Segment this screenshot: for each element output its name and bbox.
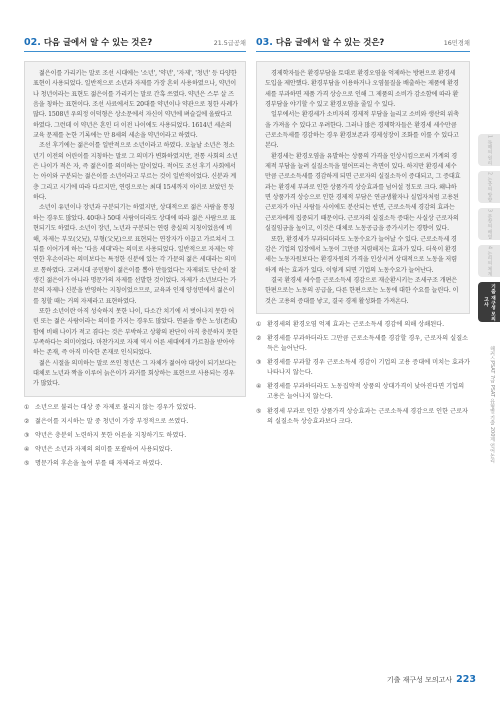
chapter-tab-4[interactable]: 4 논리의 체계 (478, 245, 500, 277)
question-3 (256, 36, 470, 431)
passage-box (256, 61, 470, 314)
page-number: 223 (456, 674, 476, 685)
question-2 (24, 36, 246, 473)
footer-label: 기출 재구성 모의고사 (386, 676, 453, 684)
question-title: 다음 글에서 알 수 있는 것은? (43, 37, 153, 47)
question-2-header (24, 36, 246, 52)
passage-paragraph: 또한, 환경세가 부과되더라도 노동수요가 늘어날 수 있다. 근로소득세 경감은 기업의 입장에서 노동이 그만큼 저렴해지는 효과가 있다. 더욱이 환경세는 노동자원보다는 환경자원의 가격을 인상시켜 상대적으로 노동을 저렴하게 하는 효과가 있다. 이렇게 되면 기업의 노동수요가 늘어난다. (265, 235, 457, 274)
question-title: 다음 글에서 알 수 있는 것은? (275, 37, 385, 47)
chapter-tab-mock-exam[interactable]: 기출 재구성 모의고사 (478, 282, 500, 322)
passage-paragraph: 소년이 유년이나 장년과 구분되기는 하였지만, 상대적으로 젊은 사람을 통칭하는 경우도 많았다. 40대나 50대 사람이더라도 상대에 따라 젊은 사람으로 표현되기도 하였다. 소년이 장년, 노년과 구분되는 연령 충실의 지칭이었음에 비해, 자제는 부모(父兄), 부형(父兄)으로 표현되는 연장자가 이끌고 가르쳐서 그 뒤를 이어가게 하는 '다음 세대'라는 의미로 사용되었다. 일반적으로 자제는 약연한 후손이라는 의미보다는 특정한 신분에 있는 각 가문의 젊은 세대라는 의미로 통하였다. 고려시대 공민왕이 젊은이를 뽑아 만들었다는 자제위도 단순히 잘생긴 젊은이가 아니라 명문가의 자제를 선발한 것이었다. 자제가 소년보다는 가문의 자제나 신분을 반영하는 지칭이었으므로, 교육과 인재 양성면에서 젊은이를 칭할 때는 거의 자제라고 표현하였다. (33, 204, 237, 305)
answer-option[interactable]: ① 소년으로 불리는 대상 중 자제로 불리지 않는 경우가 있었다. (24, 403, 197, 411)
answer-option[interactable]: ④ 약년은 소년과 자제의 의미를 포괄하여 사용되었다. (24, 445, 173, 453)
chapter-tab-3[interactable]: 3 문장의 배열 (478, 208, 500, 240)
answer-options (24, 403, 246, 469)
passage-paragraph: 결국 환경세 세수를 근로소득세 경감으로 재순환시키는 조세구조 개편은 한편으로는 노동의 공급을, 다른 한편으로는 노동에 대한 수요를 늘린다. 이것은 고용의 증대를 낳고, 결국 경제 활성화를 가져온다. (265, 276, 459, 305)
exam-source: 16민경채 (443, 40, 470, 47)
exam-source: 21.5급공채 (213, 40, 246, 47)
answer-option[interactable]: ③ 약년은 충분히 노련하지 못한 어른을 지칭하기도 하였다. (24, 431, 187, 439)
question-number: 02. (24, 37, 41, 48)
answer-option[interactable]: ④ 환경세를 부과하더라도 노동집약적 상품의 상대가격이 낮아진다면 기업의 고용은 늘어나지 않는다. (256, 383, 465, 401)
chapter-tab-1[interactable]: 1 독해의 원리 (478, 134, 500, 166)
question-number: 03. (256, 37, 273, 48)
answer-option[interactable]: ⑤ 환경세 부과로 인한 상품가격 상승효과는 근로소득세 경감으로 인한 근로자의 실질소득 상승효과보다 크다. (256, 407, 469, 425)
question-3-header (256, 36, 470, 52)
passage-paragraph: 또한 소년이란 아직 성숙하지 못한 나이, 다소간 치기에 서 벗어나지 못한 어린 또는 젊은 사람이라는 의미를 가지는 경우도 많았다. 연륜을 쌓은 노성(老成)함에 비해 나이가 적고 겸다는 것은 부박하고 상황의 판단이 아직 충분하지 못한 부족하다는 의미이었다. 마찬가지로 자제 역시 어른 세대에게 가르침을 받아야 하는 존재, 즉 아직 미숙한 존재로 인식되었다. (33, 307, 238, 357)
page-footer (387, 674, 476, 685)
book-series-title: 해커스PSAT 7급 PSAT 유형별 기출 200제 언어논리 (489, 346, 495, 463)
answer-option[interactable]: ② 환경세를 부과하더라도 그만큼 근로소득세를 경감할 경우, 근로자의 실질소득은 늘어난다. (256, 335, 469, 353)
answer-option[interactable]: ⑤ 명문가의 후손을 높여 부를 때 자제라고 하였다. (24, 460, 163, 468)
passage-paragraph: 젊은 시절을 의미하는 말로 쓰인 청년은 그 자체가 젊어야 대상이 되기보다는 대체로 노년과 짝을 이루어 늙은이가 과거를 회상하는 표현으로 사용되는 경우가 많았다. (33, 359, 237, 388)
passage-paragraph: 경제학자들은 환경부담을 토대로 환경오염을 억제하는 방편으로 환경세 도입을 제안했다. 환경부담을 이용하거나 오염물질을 배출하는 제품에 환경세를 부과하면 제품 가격 상승으로 인해 그 제품의 소비가 감소함에 따라 환경부담을 야기할 수 있고 환경오염을 줄일 수 있다. (265, 70, 459, 109)
passage-paragraph: 조선 후기에는 젊은이를 일반적으로 소년이라고 하였다. 오늘날 소년은 청소년기 이전의 어린이를 지칭하는 말로 그 의미가 변화하였지만, 전통 사회의 소년은 나이가 적은 자, 즉 젊은이를 의미하는 말이었다. 적어도 조선 후기 사회에서는 아이와 구분되는 젊은이를 소년이라고 부르는 것이 일반적이었다. 신분과 계층 그리고 시기에 따라 다르지만, 연령으로는 최대 15세까지 아이로 보았던 듯하다. (33, 142, 238, 202)
chapter-tab-2[interactable]: 2 논증의 방향 (478, 171, 500, 203)
answer-options (256, 320, 470, 427)
passage-paragraph: 젊은이를 가리키는 말로 조선 시대에는 '소년', '약년', '자제', '청년' 등 다양한 표현이 사용되었다. 일반적으로 소년과 자제를 가장 흔히 사용하였으나, 약년이나 청년이라는 표현도 젊은이를 가리키는 말로 간혹 쓰였다. 약년은 스무 살 즈음을 칭하는 표현이다. 조선 사료에서도 20대를 약년이나 약관으로 칭한 사례가 많다. 1508년 우의정 이덕형은 상소문에서 자신이 약년에 벼슬길에 올랐다고 하였다. 그런데 이 약년은 혼인 더 이전 나이에도 사용되었다. 1614년 세손의 교육 문제를 논한 기록에는 만 8세의 세손을 약년이라고 하였다. (33, 70, 238, 140)
chapter-tabs (478, 134, 500, 327)
answer-option[interactable]: ① 환경세의 환경오염 억제 효과는 근로소득세 경감에 의해 상쇄된다. (256, 320, 445, 328)
passage-paragraph: 일부에서는 환경세가 소비자의 경제적 부담을 늘리고 소비와 생산의 위축을 가져올 수 있다고 우려한다. 그러나 많은 경제학자들은 환경세 세수만큼 근로소득세를 경감하는 경우 환경보존과 경제성장이 조화를 이룰 수 있다고 본다. (265, 111, 459, 150)
passage-paragraph: 환경세는 환경오염을 유발하는 상품의 가격을 인상시킴으로써 가계의 경제적 부담을 늘려 실질소득을 떨어뜨리는 측면이 있다. 하지만 환경세 세수만큼 근로소득세를 경감하게 되면 근로자의 실질소득이 증대되고, 그 증대효과는 환경세 부과로 인한 상품가격 상승효과를 넘어설 정도로 크다. 왜냐하면 상품가격 상승으로 인한 경제적 부담은 연금생활자나 실업자처럼 고용된 근로자가 아닌 사람들 사이에도 분산되는 반면, 근로소득세 경감의 효과는 근로자에게 집중되기 때문이다. 근로자의 실질소득 증대는 사실상 근로자의 실질임금을 높이고, 이것은 대체로 노동공급을 증가시키는 경향이 있다. (265, 152, 461, 233)
answer-option[interactable]: ③ 환경세를 부과할 경우 근로소득세 경감이 기업의 고용 증대에 미치는 효과가 나타나지 않는다. (256, 359, 470, 377)
answer-option[interactable]: ② 젊은이를 지시하는 말 중 청년이 가장 부정적으로 쓰였다. (24, 417, 189, 425)
passage-box (24, 61, 246, 397)
